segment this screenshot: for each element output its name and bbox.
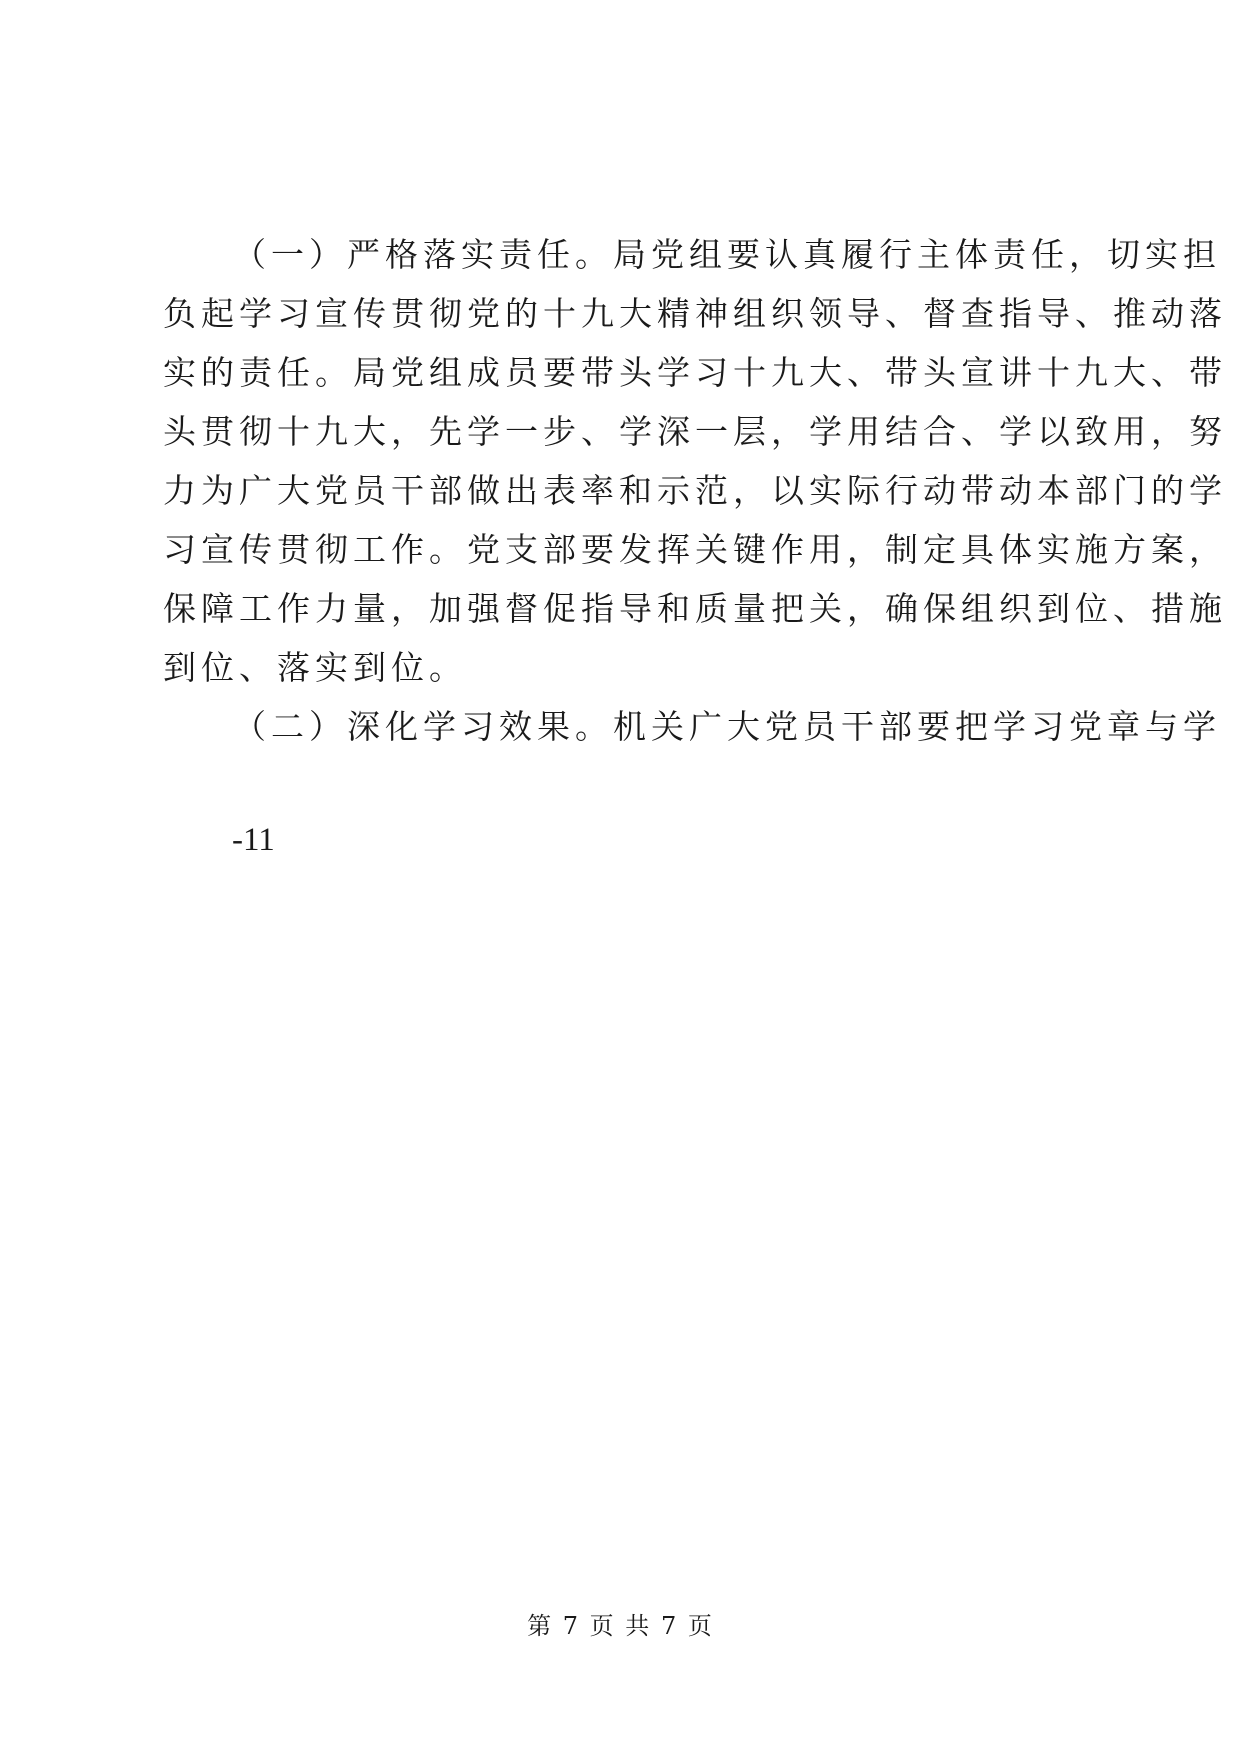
paragraph-2 bbox=[163, 697, 1221, 756]
paragraph-line: 实的责任。局党组成员要带头学习十九大、带头宣讲十九大、带 bbox=[163, 353, 1227, 392]
page-footer: 第 7 页 共 7 页 bbox=[527, 1612, 714, 1640]
paragraph-line: 力为广大党员干部做出表率和示范，以实际行动带动本部门的学 bbox=[163, 471, 1227, 510]
paragraph-line: 习宣传贯彻工作。党支部要发挥关键作用，制定具体实施方案， bbox=[163, 530, 1227, 569]
body-text bbox=[163, 225, 1227, 756]
paragraph-line: 头贯彻十九大，先学一步、学深一层，学用结合、学以致用，努 bbox=[163, 412, 1227, 451]
paragraph-line: 负起学习宣传贯彻党的十九大精神组织领导、督查指导、推动落 bbox=[163, 294, 1227, 333]
paragraph-1 bbox=[163, 225, 1227, 697]
paragraph-line: （一）严格落实责任。局党组要认真履行主体责任，切实担 bbox=[233, 235, 1221, 274]
page-marker: -11 bbox=[232, 822, 275, 858]
paragraph-line: 保障工作力量，加强督促指导和质量把关，确保组织到位、措施 bbox=[163, 589, 1227, 628]
paragraph-line: （二）深化学习效果。机关广大党员干部要把学习党章与学 bbox=[233, 707, 1221, 746]
paragraph-line: 到位、落实到位。 bbox=[163, 648, 467, 687]
